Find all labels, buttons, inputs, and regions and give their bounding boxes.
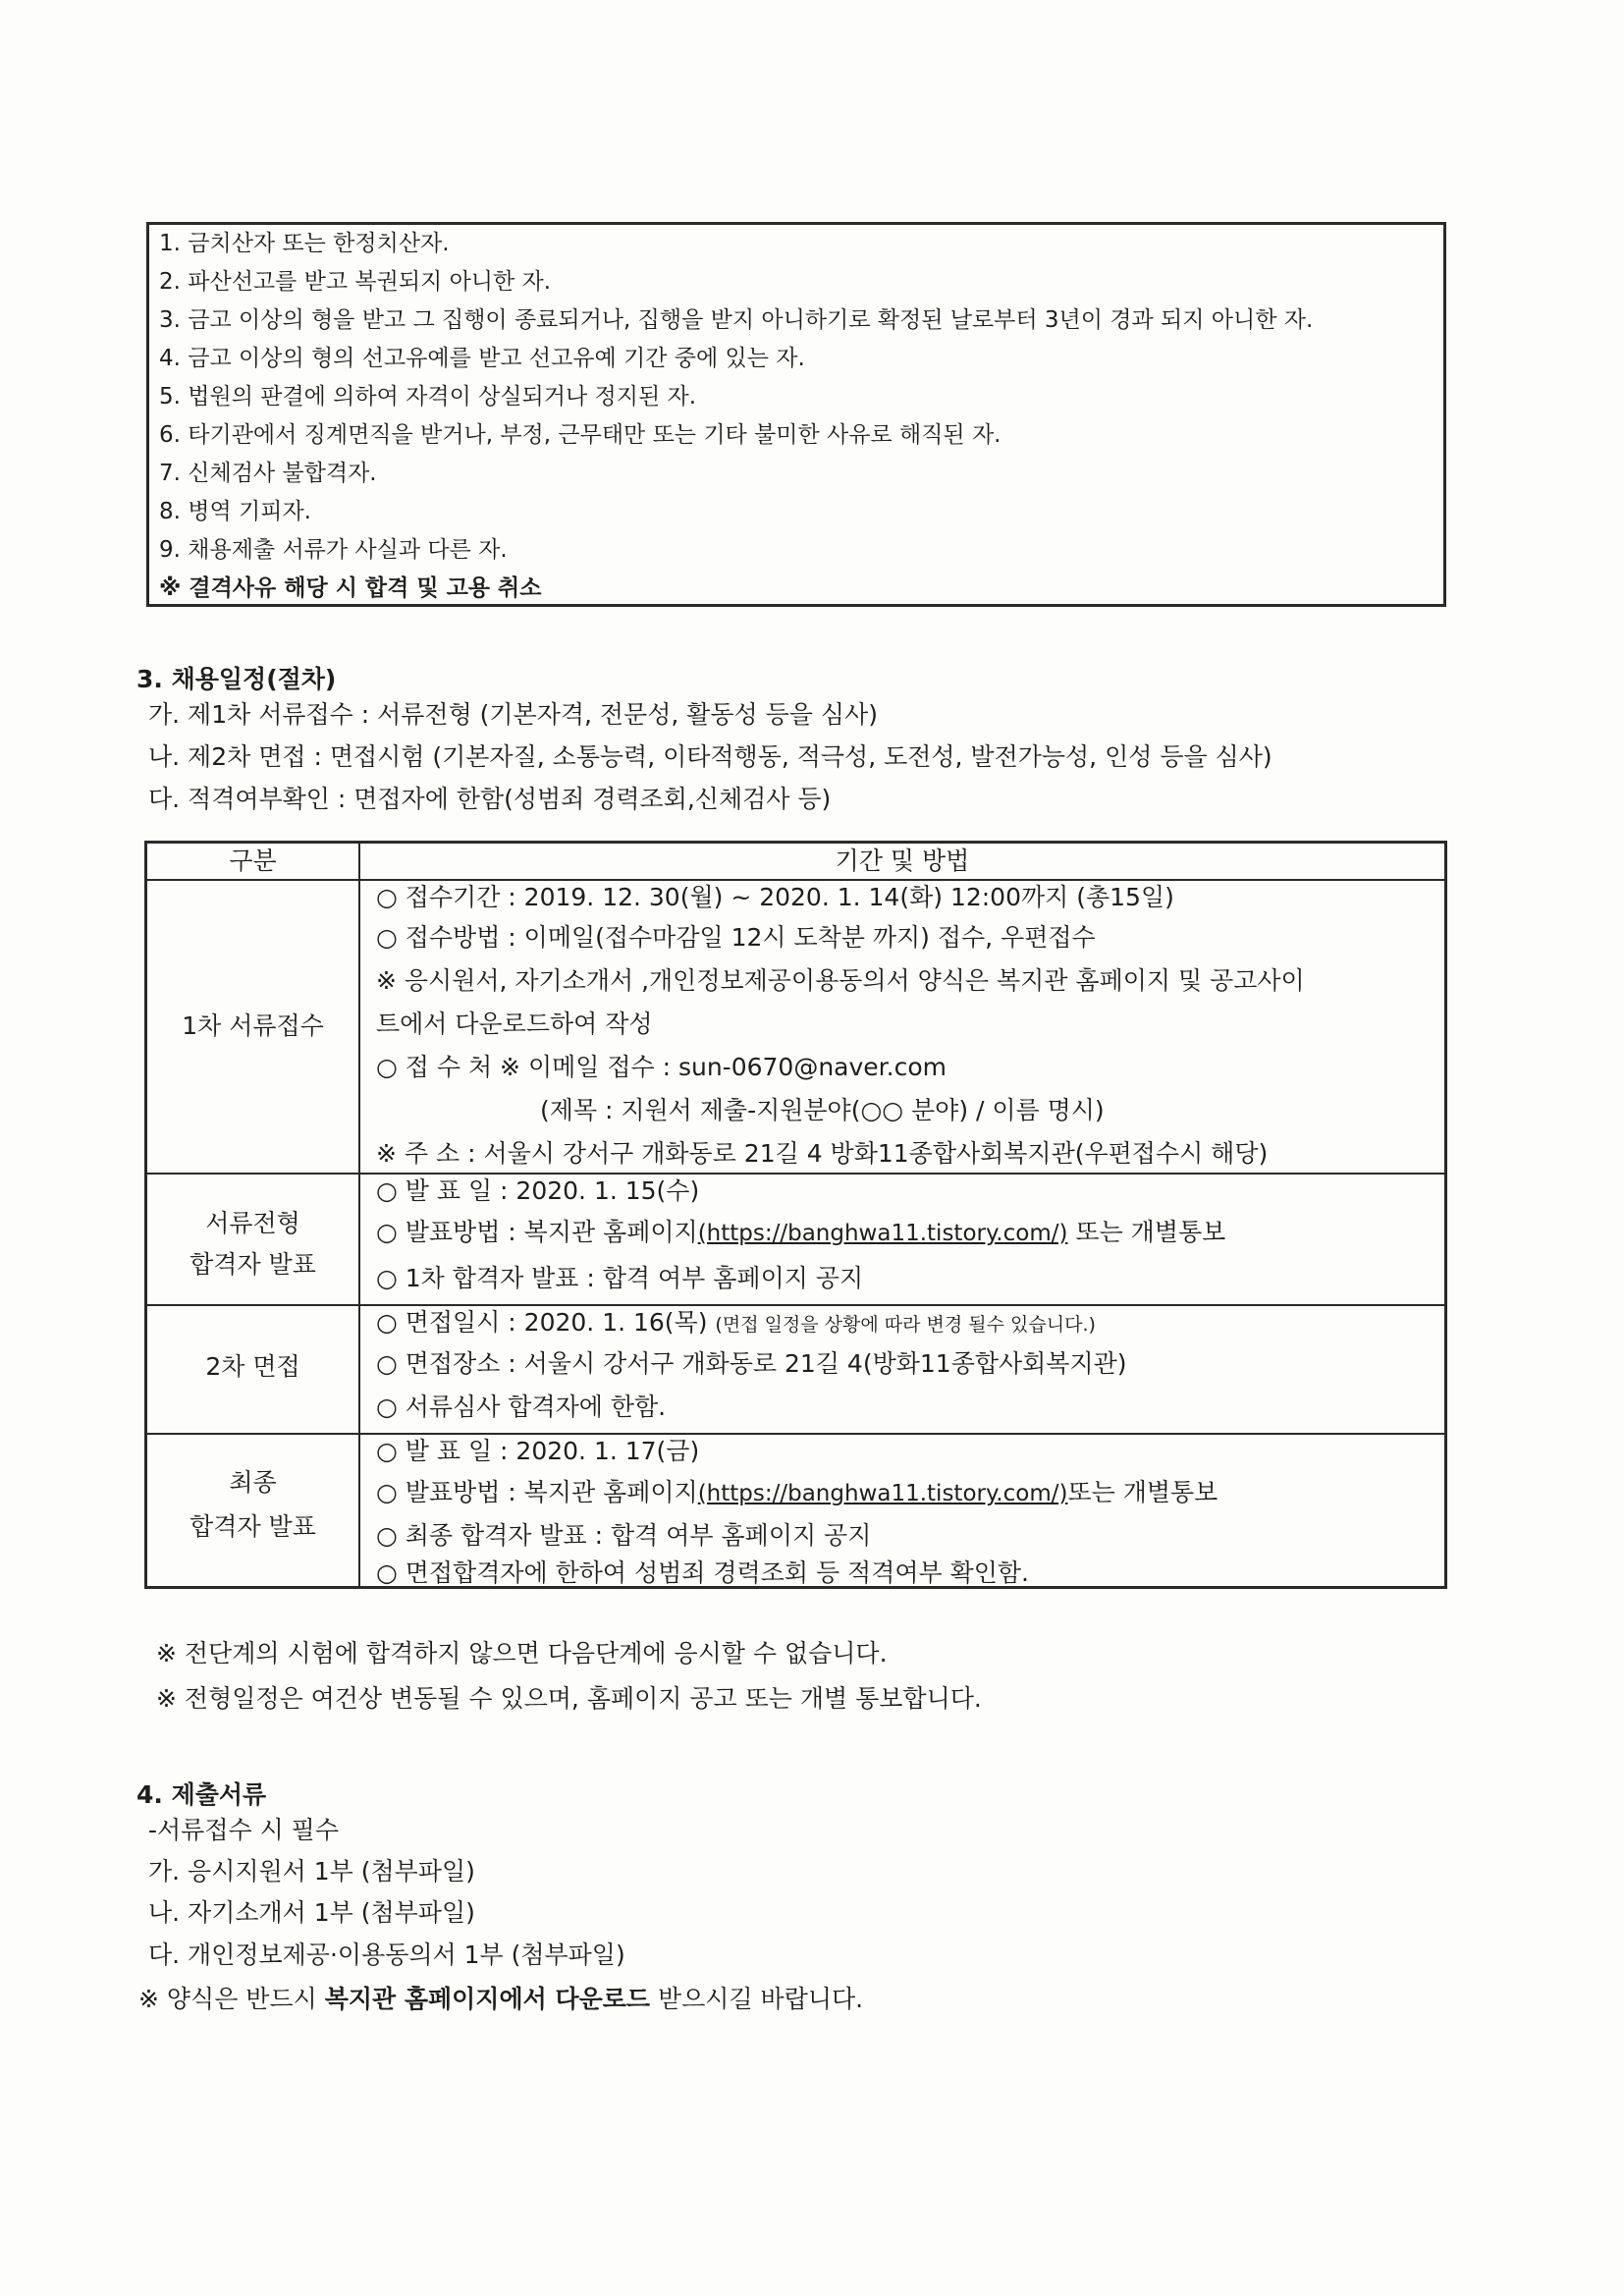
- section-3-title: 3. 채용일정(절차): [136, 665, 337, 693]
- table-header-category: 구분: [229, 847, 277, 875]
- table-line: (제목 : 지원서 제출-지원분야(○○ 분야) / 이름 명시): [540, 1096, 1105, 1124]
- table-line-text: 또는 개별통보: [1067, 1218, 1226, 1246]
- table-line: ○ 접 수 처 ※ 이메일 접수 : sun-0670@naver.com: [376, 1053, 947, 1081]
- table-line: ○ 1차 합격자 발표 : 합격 여부 홈페이지 공지: [376, 1264, 864, 1292]
- table-line: ○ 발 표 일 : 2020. 1. 17(금): [376, 1437, 700, 1465]
- disqualification-box: [146, 222, 1446, 607]
- table-line: ○ 서류심사 합격자에 한함.: [376, 1393, 667, 1421]
- note-line: ※ 전단계의 시험에 합격하지 않으면 다음단계에 응시할 수 없습니다.: [156, 1639, 888, 1667]
- table-line-text: 또는 개별통보: [1067, 1478, 1218, 1506]
- table-line: ○ 면접합격자에 한하여 성범죄 경력조회 등 적격여부 확인함.: [376, 1558, 1029, 1587]
- disqualification-item: 9. 채용제출 서류가 사실과 다른 자.: [159, 537, 508, 563]
- table-line-note: (면접 일정을 상황에 따라 변경 될수 있습니다.): [715, 1314, 1096, 1336]
- section-4-item: 가. 응시지원서 1부 (첨부파일): [148, 1857, 475, 1886]
- section-4-title: 4. 제출서류: [136, 1780, 267, 1809]
- table-header-method: 기간 및 방법: [835, 847, 970, 875]
- disqualification-item: 1. 금치산자 또는 한정치산자.: [159, 231, 450, 256]
- disqualification-item: 6. 타기관에서 징계면직을 받거나, 부정, 근무태만 또는 기타 불미한 사유로 해직된 자.: [159, 422, 1001, 448]
- section-4-intro: -서류접수 시 필수: [148, 1816, 339, 1844]
- homepage-link[interactable]: (https://banghwa11.tistory.com/): [697, 1481, 1068, 1506]
- disqualification-item: 4. 금고 이상의 형의 선고유예를 받고 선고유예 기간 중에 있는 자.: [159, 346, 805, 371]
- table-line: ※ 응시원서, 자기소개서 ,개인정보제공이용동의서 양식은 복지관 홈페이지 및 공고사이: [376, 966, 1305, 995]
- section-3-item: 나. 제2차 면접 : 면접시험 (기본자질, 소통능력, 이타적행동, 적극성, 도전성, 발전가능성, 인성 등을 심사): [148, 742, 1272, 771]
- note-line: ※ 전형일정은 여건상 변동될 수 있으며, 홈페이지 공고 또는 개별 통보합니다.: [156, 1684, 982, 1713]
- row-label-final-result: 합격자 발표: [189, 1512, 316, 1541]
- homepage-link[interactable]: (https://banghwa11.tistory.com/): [697, 1221, 1068, 1246]
- schedule-table: [144, 841, 1447, 1589]
- table-line: ○ 접수기간 : 2019. 12. 30(월) ~ 2020. 1. 14(화) 12:00까지 (총15일): [376, 883, 1174, 911]
- table-line-text: ○ 발표방법 : 복지관 홈페이지: [376, 1478, 698, 1506]
- disqualification-item: 3. 금고 이상의 형을 받고 그 집행이 종료되거나, 집행을 받지 아니하기로 확정된 날로부터 3년이 경과 되지 아니한 자.: [159, 307, 1314, 333]
- disqualification-item: 5. 법원의 판결에 의하여 자격이 상실되거나 정지된 자.: [159, 384, 697, 410]
- table-line: ※ 주 소 : 서울시 강서구 개화동로 21길 4 방화11종합사회복지관(우편접수시 해당): [376, 1139, 1269, 1168]
- final-note-text: ※ 양식은 반드시: [138, 1985, 325, 2013]
- table-line-text: ○ 면접일시 : 2020. 1. 16(목): [376, 1308, 708, 1337]
- table-line: [376, 1477, 1218, 1509]
- table-line: 트에서 다운로드하여 작성: [376, 1010, 653, 1038]
- row-label-screening-result: 합격자 발표: [189, 1250, 316, 1279]
- row-label-final-result: 최종: [229, 1468, 277, 1497]
- section-4-item: 나. 자기소개서 1부 (첨부파일): [148, 1898, 475, 1927]
- table-line: ○ 최종 합격자 발표 : 합격 여부 홈페이지 공지: [376, 1521, 872, 1550]
- table-line: ○ 접수방법 : 이메일(접수마감일 12시 도착분 까지) 접수, 우편접수: [376, 923, 1096, 952]
- final-note-text: 받으시길 바랍니다.: [650, 1985, 864, 2013]
- row-label-screening-result: 서류전형: [205, 1209, 300, 1237]
- disqualification-item: 7. 신체검사 불합격자.: [159, 461, 377, 486]
- table-line: ○ 면접장소 : 서울시 강서구 개화동로 21길 4(방화11종합사회복지관): [376, 1349, 1127, 1378]
- table-line: [376, 1307, 1096, 1340]
- row-label-document-application: 1차 서류접수: [182, 1011, 324, 1040]
- section-3-item: 가. 제1차 서류접수 : 서류전형 (기본자격, 전문성, 활동성 등을 심사): [148, 700, 878, 729]
- table-line-text: ○ 발표방법 : 복지관 홈페이지: [376, 1218, 698, 1246]
- disqualification-item: 2. 파산선고를 받고 복권되지 아니한 자.: [159, 269, 552, 295]
- section-3-item: 다. 적격여부확인 : 면접자에 한함(성범죄 경력조회,신체검사 등): [148, 785, 832, 813]
- row-label-interview: 2차 면접: [205, 1352, 300, 1381]
- disqualification-note: ※ 결격사유 해당 시 합격 및 고용 취소: [159, 575, 542, 601]
- disqualification-item: 8. 병역 기피자.: [159, 499, 311, 524]
- section-4-final-note: [138, 1984, 863, 2015]
- final-note-emphasis: 복지관 홈페이지에서 다운로드: [324, 1985, 651, 2013]
- table-line: [376, 1217, 1225, 1249]
- table-line: ○ 발 표 일 : 2020. 1. 15(수): [376, 1176, 700, 1205]
- section-4-item: 다. 개인정보제공·이용동의서 1부 (첨부파일): [148, 1941, 625, 1969]
